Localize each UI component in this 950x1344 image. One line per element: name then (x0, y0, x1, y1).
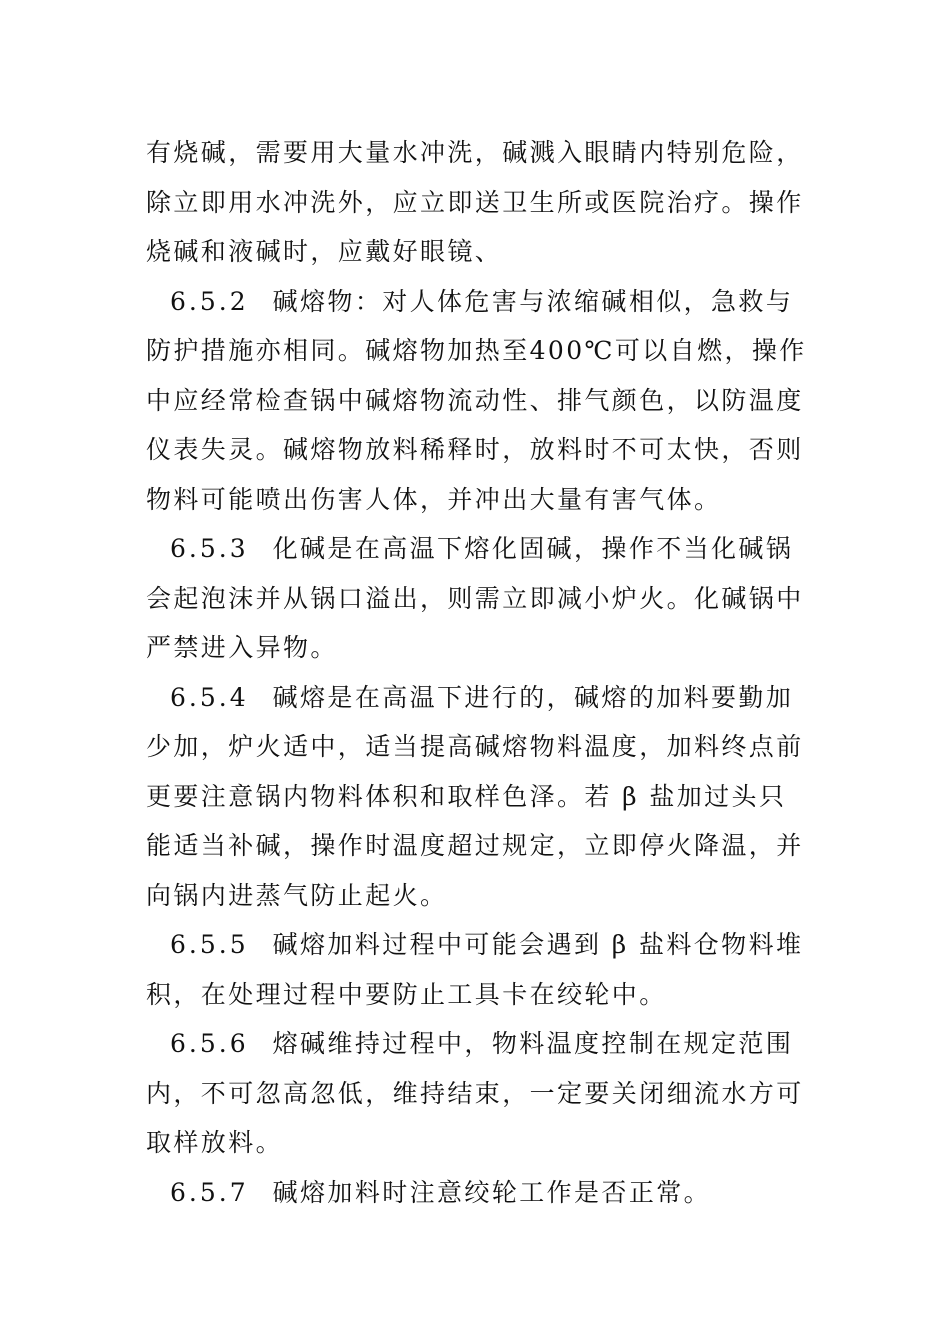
paragraph-text: 有烧碱，需要用大量水冲洗，碱溅入眼睛内特别危险，除立即用水冲洗外，应立即送卫生所或医院治疗。操作烧碱和液碱时，应戴好眼镜、 (146, 138, 804, 266)
paragraph-6-5-5 (146, 920, 811, 1019)
paragraph-text: 碱熔加料过程中可能会遇到 β 盐料仓物料堆积，在处理过程中要防止工具卡在绞轮中。 (146, 930, 804, 1009)
paragraph-continued (146, 128, 811, 277)
paragraph-text: 碱熔物：对人体危害与浓缩碱相似，急救与防护措施亦相同。碱熔物加热至400℃可以自燃，操作中应经常检查锅中碱熔物流动性、排气颜色，以防温度仪表失灵。碱熔物放料稀释时，放料时不可太快，否则物料可能喷出伤害人体，并冲出大量有害气体。 (146, 286, 807, 514)
paragraph-6-5-7 (146, 1168, 811, 1218)
section-number: 6.5.7 (170, 1177, 249, 1207)
paragraph-6-5-4 (146, 673, 811, 921)
paragraph-6-5-6 (146, 1019, 811, 1168)
paragraph-6-5-3 (146, 524, 811, 673)
paragraph-text: 熔碱维持过程中，物料温度控制在规定范围内，不可忽高忽低，维持结束，一定要关闭细流水方可取样放料。 (146, 1029, 804, 1157)
section-number: 6.5.5 (170, 930, 249, 959)
section-number: 6.5.6 (170, 1029, 249, 1058)
paragraph-text: 碱熔加料时注意绞轮工作是否正常。 (272, 1177, 712, 1207)
paragraph-text: 碱熔是在高温下进行的，碱熔的加料要勤加少加，炉火适中，适当提高碱熔物料温度，加料终点前更要注意锅内物料体积和取样色泽。若 β 盐加过头只能适当补碱，操作时温度超过规定，立即停火降温，并向锅内进蒸气防止起火。 (146, 682, 804, 910)
section-number: 6.5.4 (170, 682, 249, 712)
paragraph-6-5-2 (146, 277, 811, 525)
document-body (146, 128, 811, 1217)
section-number: 6.5.3 (170, 534, 249, 563)
paragraph-text: 化碱是在高温下熔化固碱，操作不当化碱锅会起泡沫并从锅口溢出，则需立即减小炉火。化碱锅中严禁进入异物。 (146, 534, 804, 662)
section-number: 6.5.2 (170, 286, 249, 316)
